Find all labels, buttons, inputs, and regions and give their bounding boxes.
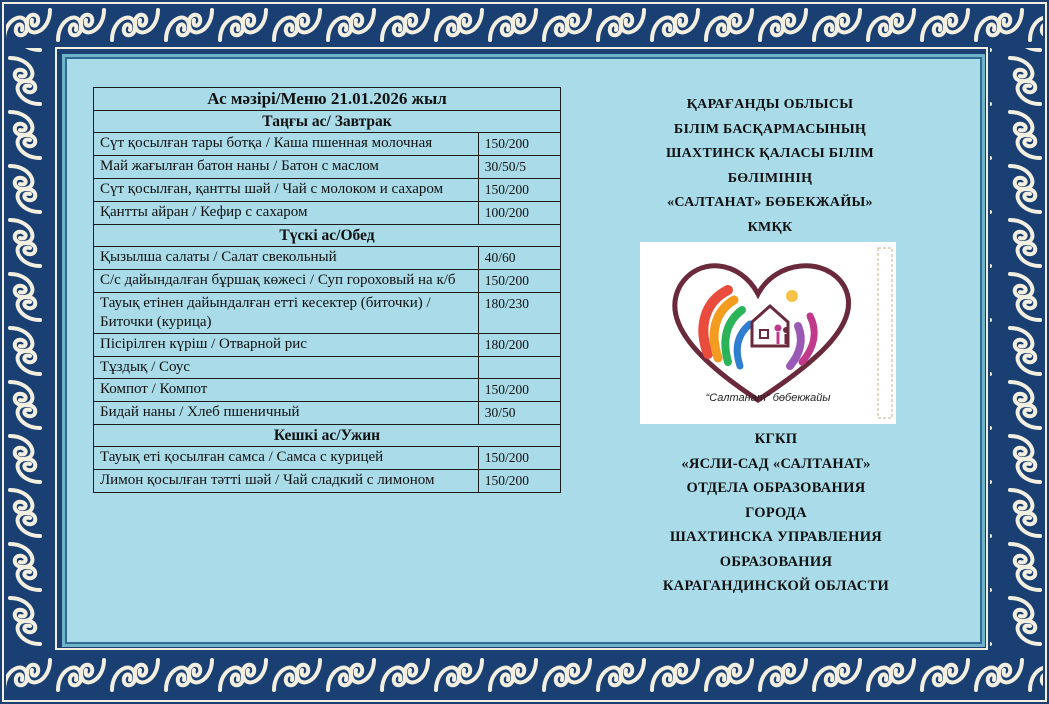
dish-portion: 150/200 (478, 133, 560, 156)
org-kz-line: ШАХТИНСК ҚАЛАСЫ БІЛІМ (665, 146, 875, 161)
dish-name: Тауық еті қосылған самса / Самса с курицей (94, 447, 479, 470)
org-ru-line: ГОРОДА (745, 504, 807, 521)
org-ru-line: ОБРАЗОВАНИЯ (719, 553, 833, 570)
kindergarten-logo (640, 242, 896, 424)
menu-table (93, 87, 561, 493)
section-breakfast: Таңғы ас/ Завтрак (94, 111, 561, 133)
table-row (94, 334, 561, 357)
org-ru-line: КАРАГАНДИНСКОЙ ОБЛАСТИ (662, 578, 890, 594)
dish-portion: 30/50 (478, 402, 560, 425)
table-row (94, 270, 561, 293)
dish-portion: 30/50/5 (478, 156, 560, 179)
dish-name: С/с дайындалған бұршақ көжесі / Суп гороховый на к/б (94, 270, 479, 293)
org-ru-line: «ЯСЛИ-САД «САЛТАНАТ» (681, 455, 871, 472)
table-row (94, 179, 561, 202)
dish-portion: 150/200 (478, 179, 560, 202)
table-row (94, 247, 561, 270)
section-row (94, 111, 561, 133)
dish-name: Сүт қосылған тары ботқа / Каша пшенная молочная (94, 133, 479, 156)
dish-portion: 40/60 (478, 247, 560, 270)
dish-name: Компот / Компот (94, 379, 479, 402)
dish-name: Сүт қосылған, қантты шәй / Чай с молоком и сахаром (94, 179, 479, 202)
dish-name: Май жағылған батон наны / Батон с маслом (94, 156, 479, 179)
org-kz-line: БӨЛІМІНІҢ (727, 170, 813, 186)
section-dinner: Кешкі ас/Ужин (94, 425, 561, 447)
dish-portion: 180/200 (478, 334, 560, 357)
org-ru-line: ОТДЕЛА ОБРАЗОВАНИЯ (686, 480, 866, 496)
dish-name: Пісірілген күріш / Отварной рис (94, 334, 479, 357)
org-ru-line: КГКП (754, 431, 798, 447)
section-lunch: Түскі ас/Обед (94, 225, 561, 247)
dish-name: Тауық етінен дайындалған етті кесектер (биточки) / Биточки (курица) (94, 293, 479, 334)
dish-portion: 100/200 (478, 202, 560, 225)
org-kz-line: БІЛІМ БАСҚАРМАСЫНЫҢ (673, 121, 867, 137)
table-row (94, 470, 561, 493)
table-row (94, 357, 561, 379)
logo-caption: “Салтанат” бөбекжайы (705, 392, 831, 404)
dish-portion (478, 357, 560, 379)
section-row (94, 425, 561, 447)
dish-portion: 150/200 (478, 470, 560, 493)
table-row (94, 133, 561, 156)
table-row (94, 379, 561, 402)
dish-portion: 150/200 (478, 270, 560, 293)
dish-name: Бидай наны / Хлеб пшеничный (94, 402, 479, 425)
menu-title-row (94, 88, 561, 111)
table-row (94, 156, 561, 179)
org-kz-line: «САЛТАНАТ» БӨБЕКЖАЙЫ» (667, 195, 873, 210)
org-ru-line: ШАХТИНСКА УПРАВЛЕНИЯ (669, 529, 883, 545)
table-row (94, 202, 561, 225)
dish-name: Тұздық / Соус (94, 357, 479, 379)
organization-name-kazakh (620, 93, 920, 240)
dish-name: Қызылша салаты / Салат свекольный (94, 247, 479, 270)
table-row (94, 402, 561, 425)
dish-name: Қантты айран / Кефир с сахаром (94, 202, 479, 225)
menu-title: Ас мәзірі/Меню 21.01.2026 жыл (94, 88, 561, 111)
dish-portion: 180/230 (478, 293, 560, 334)
organization-name-russian (620, 427, 932, 599)
org-kz-line: ҚАРАҒАНДЫ ОБЛЫСЫ (686, 97, 854, 112)
org-kz-line: КМҚК (747, 219, 793, 235)
table-row (94, 293, 561, 334)
dish-portion: 150/200 (478, 379, 560, 402)
table-row (94, 447, 561, 470)
dish-portion: 150/200 (478, 447, 560, 470)
dish-name: Лимон қосылған тәтті шәй / Чай сладкий с лимоном (94, 470, 479, 493)
section-row (94, 225, 561, 247)
